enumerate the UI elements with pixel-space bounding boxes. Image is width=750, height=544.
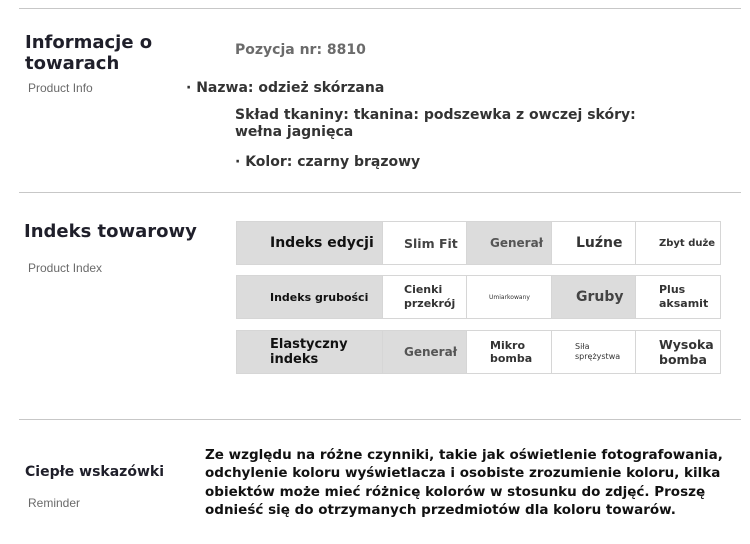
elasticity-option-general: Generał	[404, 345, 458, 359]
thickness-option-thick: Gruby	[576, 289, 624, 305]
product-info-title-line1: Informacje o	[25, 32, 153, 53]
reminder-subtitle: Reminder	[28, 496, 81, 510]
fit-option-loose: Luźne	[576, 235, 623, 251]
fit-option-oversized: Zbyt duże	[659, 237, 716, 249]
elasticity-option-spring: Siła sprężystwa	[575, 342, 621, 361]
index-option-selected	[467, 222, 552, 264]
thickness-option-thin: Cienki przekrój	[404, 283, 456, 310]
index-option	[552, 222, 636, 264]
reminder-title: Ciepłe wskazówki	[25, 464, 164, 480]
thickness-option-velvet: Plus aksamit	[659, 283, 709, 310]
product-index-title: Indeks towarowy	[24, 221, 197, 242]
divider-1	[19, 192, 741, 193]
index-row-elasticity	[236, 330, 721, 374]
product-color: · Kolor: czarny brązowy	[235, 154, 421, 170]
index-row-label	[237, 222, 383, 264]
index-option	[636, 331, 720, 373]
position-number: Pozycja nr: 8810	[235, 42, 366, 58]
index-row-fit	[236, 221, 721, 265]
elasticity-index-label: Elastyczny indeks	[270, 337, 348, 367]
reminder-text: Ze względu na różne czynniki, takie jak oświetlenie fotografowania, odchylenie koloru wyświetlacza i osobiste zrozumienie koloru, kilka obiektów może mieć różnicę kolorów w stosunku do zdjęć. Proszę odnieść się do otrzymanych przedmiotów dla koloru towarów.	[205, 447, 723, 519]
fabric-line1: Skład tkaniny: tkanina: podszewka z owczej skóry:	[235, 107, 636, 123]
index-option	[383, 222, 467, 264]
product-info-subtitle: Product Info	[28, 81, 93, 95]
index-option	[552, 331, 636, 373]
fit-option-general: Generał	[490, 236, 544, 250]
fabric-line2: wełna jagnięca	[235, 124, 354, 140]
index-row-thickness	[236, 275, 721, 319]
index-row-label	[237, 276, 383, 318]
elasticity-option-high: Wysoka bomba	[659, 337, 714, 367]
fit-option-slim: Slim Fit	[404, 235, 458, 251]
fit-index-label: Indeks edycji	[270, 235, 374, 251]
divider-2	[19, 419, 741, 420]
product-info-title	[25, 32, 152, 74]
elasticity-option-micro: Mikro bomba	[490, 339, 533, 365]
index-option	[383, 276, 467, 318]
product-name: · Nazwa: odzież skórzana	[186, 80, 385, 96]
index-option	[636, 276, 720, 318]
product-index-subtitle: Product Index	[28, 261, 103, 275]
index-option	[467, 276, 552, 318]
index-row-label	[237, 331, 383, 373]
product-info-title-line2: towarach	[25, 53, 120, 74]
index-option-selected	[383, 331, 467, 373]
index-option	[636, 222, 720, 264]
thickness-index-label: Indeks grubości	[270, 290, 369, 304]
index-option-selected	[552, 276, 636, 318]
fabric-composition	[235, 107, 636, 141]
top-divider	[19, 8, 741, 9]
thickness-option-moderate: Umiarkowany	[489, 293, 530, 301]
index-option	[467, 331, 552, 373]
